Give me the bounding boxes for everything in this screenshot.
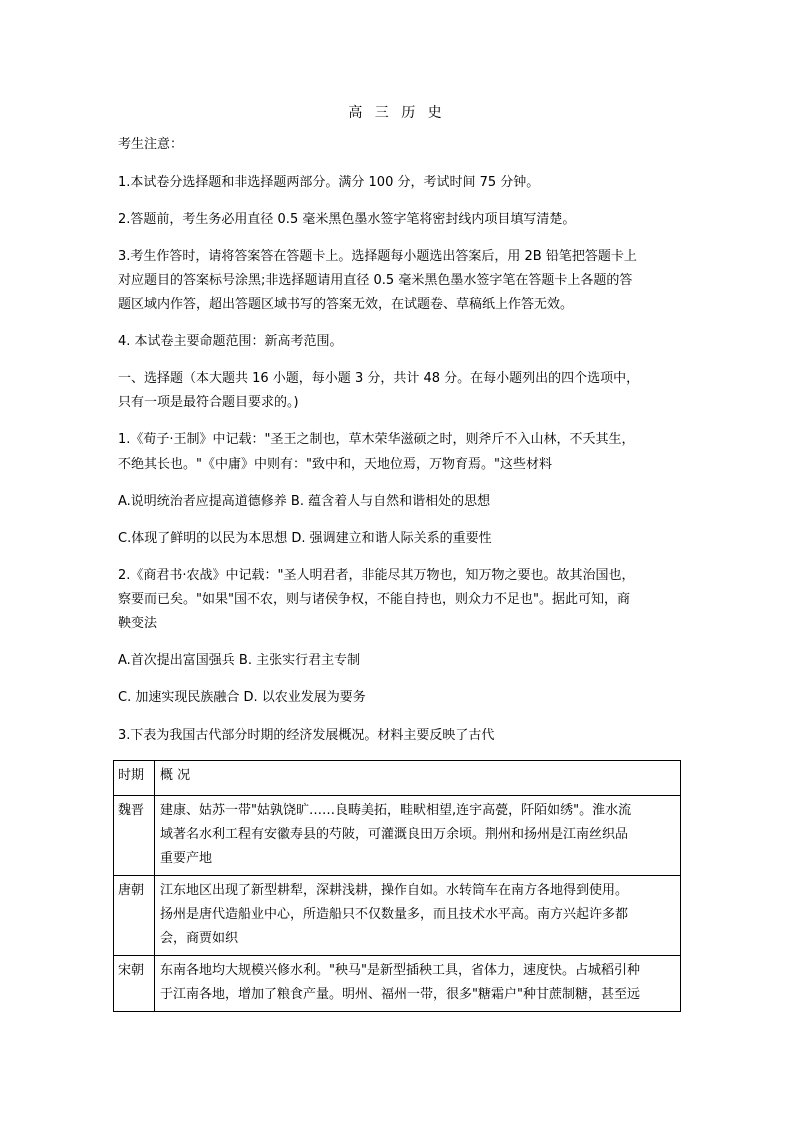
question-1-stem: 1.《荀子·王制》中记载："圣王之制也，草木荣华滋硕之时，则斧斤不入山林，不夭其生， xyxy=(118,432,635,447)
description-cell xyxy=(155,796,681,876)
table-header-cell: 概 况 xyxy=(155,761,681,796)
table-row xyxy=(114,876,681,956)
description-line: 东南各地均大规模兴修水利。"秧马"是新型插秧工具，省体力，速度快。占城稻引种 xyxy=(160,963,640,978)
description-cell xyxy=(155,876,681,956)
question-1-option: A.说明统治者应提高道德修养 B. 蕴含着人与自然和谐相处的思想 xyxy=(118,494,491,509)
description-line: 域著名水利工程有安徽寿县的芍陂，可灌溉良田万余顷。荆州和扬州是江南丝织品 xyxy=(160,827,629,842)
notice-line: 1.本试卷分选择题和非选择题两部分。满分 100 分，考试时间 75 分钟。 xyxy=(118,175,540,190)
description-line: 会，商贾如织 xyxy=(160,931,239,946)
description-line: 重要产地 xyxy=(160,851,213,866)
notice-line: 4. 本试卷主要命题范围：新高考范围。 xyxy=(118,334,343,349)
notice-line: 3.考生作答时，请将答案答在答题卡上。选择题每小题选出答案后，用 2B 铅笔把答题卡上 xyxy=(118,249,637,264)
description-line: 建康、姑苏一带"姑孰饶旷……良畴美拓，畦畎相望,连宇高甍，阡陌如绣"。淮水流 xyxy=(160,803,632,818)
question-1-stem: 不绝其长也。"《中庸》中则有："致中和，天地位焉，万物育焉。"这些材料 xyxy=(118,457,552,472)
question-2-option: A.首次提出富国强兵 B. 主张实行君主专制 xyxy=(118,653,361,668)
notice-line: 对应题目的答案标号涂黑;非选择题请用直径 0.5 毫米黑色墨水签字笔在答题卡上各题的答 xyxy=(118,273,633,288)
table-header-row xyxy=(114,761,681,796)
question-2-stem: 鞅变法 xyxy=(118,616,158,631)
question-2-stem: 2.《商君书·农战》中记载："圣人明君者，非能尽其万物也，知万物之要也。故其治国也， xyxy=(118,568,635,583)
section-heading: 只有一项是最符合题目要求的。) xyxy=(118,395,299,410)
description-cell xyxy=(155,956,681,1012)
notice-line: 题区域内作答，超出答题区域书写的答案无效，在试题卷、草稿纸上作答无效。 xyxy=(118,297,574,312)
question-2-stem: 察要而已矣。"如果"国不农，则与诸侯争权，不能自持也，则众力不足也"。据此可知，商 xyxy=(118,592,630,607)
period-cell: 唐朝 xyxy=(114,876,155,956)
section-heading: 一、选择题（本大题共 16 小题，每小题 3 分，共计 48 分。在每小题列出的四个选项中， xyxy=(118,371,640,386)
notice-heading: 考生注意： xyxy=(118,137,184,152)
period-cell: 宋朝 xyxy=(114,956,155,1012)
table-row xyxy=(114,796,681,876)
question-1-option: C.体现了鲜明的以民为本思想 D. 强调建立和谐人际关系的重要性 xyxy=(118,531,492,546)
description-line: 江东地区出现了新型耕犁，深耕浅耕，操作自如。水转筒车在南方各地得到使用。 xyxy=(160,883,629,898)
table-row xyxy=(114,956,681,1012)
question-2-option: C. 加速实现民族融合 D. 以农业发展为要务 xyxy=(118,690,366,705)
economy-table xyxy=(113,760,681,1012)
description-line: 扬州是唐代造船业中心，所造船只不仅数量多，而且技术水平高。南方兴起许多都 xyxy=(160,907,629,922)
question-3-stem: 3.下表为我国古代部分时期的经济发展概况。材料主要反映了古代 xyxy=(118,728,495,743)
table-header-cell: 时期 xyxy=(114,761,155,796)
period-cell: 魏晋 xyxy=(114,796,155,876)
notice-line: 2.答题前，考生务必用直径 0.5 毫米黑色墨水签字笔将密封线内项目填写清楚。 xyxy=(118,212,576,227)
page-title: 高 三 历 史 xyxy=(348,105,446,121)
description-line: 于江南各地，增加了粮食产量。明州、福州一带，很多"糖霜户"种甘蔗制糖，甚至远 xyxy=(160,987,640,1002)
